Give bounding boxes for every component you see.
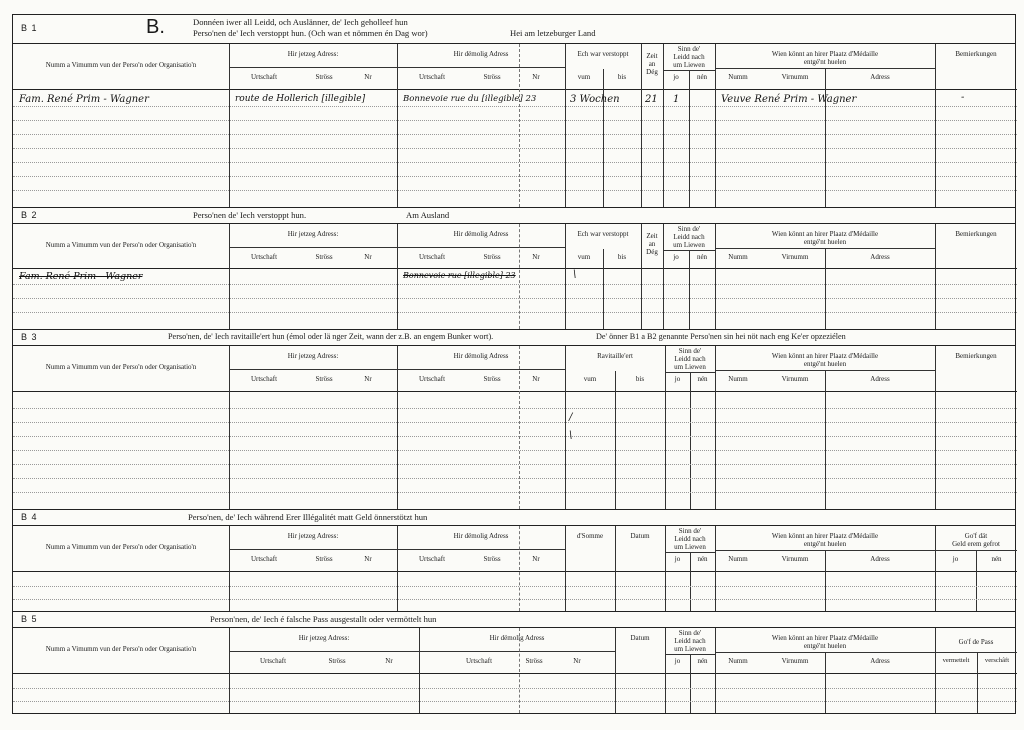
- header-former: Hir dëmolig Adress: [453, 352, 509, 360]
- header-sinn: Leidd nach: [674, 637, 706, 645]
- entry-mark: \: [573, 269, 577, 280]
- header-former: Hir dëmolig Adress: [453, 532, 509, 540]
- header-nr: Nr: [364, 73, 372, 81]
- header-stross: Ströss: [315, 73, 333, 81]
- header-urschaft: Urtschaft: [418, 253, 446, 261]
- header-nen: nén: [697, 657, 708, 665]
- header-medal: entgé'nt huelen: [803, 642, 847, 650]
- header-name: Numm a Vimumm vun der Perso'n oder Organisatio'n: [45, 61, 197, 69]
- header-nr: Nr: [532, 375, 540, 383]
- section-id: B 2: [21, 210, 38, 220]
- header-geld: Geld erem gefrot: [952, 540, 1000, 548]
- entry-period: 3 Wochen: [570, 94, 620, 105]
- section-b2-titlebar: [13, 208, 1015, 224]
- header-name: Numm a Vimumm vun der Perso'n oder Organisatio'n: [45, 543, 197, 551]
- section-b1: [12, 14, 1016, 207]
- header-adress: Adress: [870, 657, 890, 665]
- header-nr: Nr: [532, 73, 540, 81]
- header-stross: Ströss: [315, 253, 333, 261]
- header-sinn: Leidd nach: [674, 355, 706, 363]
- header-sinn: Sinn de': [677, 45, 701, 53]
- section-title: Perso'nen de' Iech verstoppt hun.: [193, 210, 307, 220]
- header-adress: Adress: [870, 253, 890, 261]
- header-medal: Wien könnt an hirer Plaatz d'Médaille: [771, 230, 879, 238]
- header-zeit: Dég: [646, 68, 658, 76]
- header-current: Hir jetzeg Adress:: [287, 50, 339, 58]
- header-verschaft: verschâft: [984, 657, 1010, 664]
- header-vum: vum: [583, 375, 597, 383]
- header-zeit: an: [648, 240, 656, 248]
- header-current: Hir jetzeg Adress:: [287, 230, 339, 238]
- header-name: Numm a Vimumm vun der Perso'n oder Organisatio'n: [45, 363, 197, 371]
- header-name: Numm a Vimumm vun der Perso'n oder Organisatio'n: [45, 645, 197, 653]
- entry-mark: /: [569, 412, 573, 423]
- header-medal: Wien könnt an hirer Plaatz d'Médaille: [771, 634, 879, 642]
- header-nen: nén: [697, 375, 708, 383]
- section-big-letter: B.: [146, 16, 165, 38]
- header-numm: Numm: [728, 73, 748, 81]
- header-current: Hir jetzeg Adress:: [287, 352, 339, 360]
- header-stross: Ströss: [315, 375, 333, 383]
- header-medal: entgé'nt huelen: [803, 238, 847, 246]
- header-stross: Ströss: [483, 375, 501, 383]
- entry-current-address: route de Hollerich [illegible]: [235, 94, 366, 104]
- header-stross: Ströss: [483, 555, 501, 563]
- section-b5: [12, 611, 1016, 714]
- header-numm: Numm: [728, 555, 748, 563]
- header-bis: bis: [617, 253, 627, 261]
- section-b3: [12, 329, 1016, 509]
- header-geld: Go'f dät: [964, 532, 988, 540]
- header-urschaft: Urtschaft: [250, 555, 278, 563]
- header-urschaft: Urtschaft: [465, 657, 493, 665]
- header-stross: Ströss: [525, 657, 543, 665]
- header-remarks: Bemierkungen: [955, 50, 997, 58]
- header-sinn: um Liewen: [673, 241, 705, 249]
- section-b3-titlebar: [13, 330, 1015, 346]
- entry-former-address: Bonnevoie rue [illegible] 23: [403, 271, 516, 280]
- header-virnumm: Virnumm: [781, 73, 809, 81]
- header-urschaft: Urtschaft: [418, 375, 446, 383]
- section-b5-table: [13, 628, 1015, 713]
- section-b5-titlebar: [13, 612, 1015, 628]
- header-former: Hir dëmolig Adress: [489, 634, 545, 642]
- header-former: Hir dëmolig Adress: [453, 50, 509, 58]
- section-id: B 4: [21, 512, 38, 522]
- header-datum: Datum: [630, 532, 650, 540]
- header-numm: Numm: [728, 375, 748, 383]
- header-nen: nén: [696, 73, 708, 81]
- section-subtitle: De' önner B1 a B2 genannte Perso'nen sin hei nöt nach eng Ke'er opzeziélen: [596, 332, 846, 341]
- header-nr: Nr: [364, 555, 372, 563]
- entry-alive: 1: [673, 94, 680, 105]
- header-vum: vum: [577, 73, 591, 81]
- section-title-line-2: Perso'nen de' Iech verstoppt hun. (Och wan et nömmen én Dag wor): [193, 28, 428, 38]
- header-sinn: Leidd nach: [674, 535, 706, 543]
- header-medal: Wien könnt an hirer Plaatz d'Médaille: [771, 352, 879, 360]
- header-zeit: Dég: [646, 248, 658, 256]
- section-id: B 1: [21, 23, 38, 33]
- section-b1-table: [13, 44, 1015, 207]
- entry-name: Fam. René Prim - Wagner: [19, 94, 149, 105]
- entry-former-address: Bonnevoie rue du [illegible] 23: [403, 94, 537, 104]
- header-ravitailleert: Ravitaille'ert: [597, 352, 633, 360]
- header-nen: nén: [991, 555, 1002, 563]
- header-medal: Wien könnt an hirer Plaatz d'Médaille: [771, 532, 879, 540]
- section-id: B 5: [21, 614, 38, 624]
- header-sinn: Sinn de': [678, 527, 702, 535]
- header-current: Hir jetzeg Adress:: [287, 532, 339, 540]
- header-remarks: Bemierkungen: [955, 230, 997, 238]
- header-sinn: um Liewen: [674, 543, 706, 551]
- header-former: Hir dëmolig Adress: [453, 230, 509, 238]
- header-stross: Ströss: [315, 555, 333, 563]
- header-stross: Ströss: [483, 73, 501, 81]
- header-bis: bis: [635, 375, 645, 383]
- header-sinn: Leidd nach: [673, 53, 705, 61]
- header-jo: jo: [674, 375, 681, 383]
- header-urschaft: Urtschaft: [250, 253, 278, 261]
- header-virnumm: Virnumm: [781, 657, 809, 665]
- header-zeit: Zeit: [646, 232, 658, 240]
- header-sinn: Leidd nach: [673, 233, 705, 241]
- header-nr: Nr: [364, 375, 372, 383]
- section-b2-table: [13, 224, 1015, 329]
- header-virnumm: Virnumm: [781, 375, 809, 383]
- entry-medal: Veuve René Prim - Wagner: [721, 94, 857, 105]
- header-medal: entgé'nt huelen: [803, 58, 847, 66]
- section-title-line-1: Donnéen iwer all Leidd, och Auslänner, de' Iech geholleef hun: [193, 17, 408, 27]
- header-jo: jo: [673, 253, 679, 261]
- header-nr: Nr: [364, 253, 372, 261]
- entry-name: Fam. René Prim - Wagner: [19, 271, 143, 282]
- header-numm: Numm: [728, 657, 748, 665]
- header-hid: Ech war verstoppt: [577, 230, 629, 238]
- header-nr: Nr: [573, 657, 581, 665]
- header-jo: jo: [673, 73, 679, 81]
- section-b2: [12, 207, 1016, 329]
- header-hid: Ech war verstoppt: [577, 50, 629, 58]
- section-title: Perso'nen, de' Iech ravitaille'ert hun (émol oder lä nger Zeit, wann der z.B. an engem Bunker wort).: [168, 332, 494, 341]
- section-b1-titlebar: [13, 15, 1015, 44]
- header-name: Numm a Vimumm vun der Perso'n oder Organisatio'n: [45, 241, 197, 249]
- header-jo: jo: [952, 555, 959, 563]
- header-sinn: um Liewen: [673, 61, 705, 69]
- header-remarks: Bemierkungen: [955, 352, 997, 360]
- header-stross: Ströss: [328, 657, 346, 665]
- section-title: Person'nen, de' Iech é falsche Pass ausgestallt oder vermöttelt hun: [210, 614, 437, 624]
- header-stross: Ströss: [483, 253, 501, 261]
- header-jo: jo: [674, 657, 681, 665]
- header-sinn: Sinn de': [678, 347, 702, 355]
- section-b4-table: [13, 526, 1015, 611]
- section-subtitle: Hei am letzeburger Land: [510, 28, 596, 38]
- header-datum: Datum: [630, 634, 650, 642]
- entry-remark: -: [961, 92, 965, 103]
- header-urschaft: Urtschaft: [418, 555, 446, 563]
- entry-mark: \: [569, 430, 573, 441]
- header-sinn: Sinn de': [678, 629, 702, 637]
- header-adress: Adress: [870, 375, 890, 383]
- header-somme: d'Somme: [576, 532, 604, 540]
- header-urschaft: Urtschaft: [418, 73, 446, 81]
- header-zeit: Zeit: [646, 52, 658, 60]
- header-virnumm: Virnumm: [781, 555, 809, 563]
- header-current: Hir jetzeg Adress:: [298, 634, 350, 642]
- header-virnumm: Virnumm: [781, 253, 809, 261]
- header-numm: Numm: [728, 253, 748, 261]
- header-nen: nén: [696, 253, 708, 261]
- header-sinn: um Liewen: [674, 363, 706, 371]
- header-sinn: um Liewen: [674, 645, 706, 653]
- header-bis: bis: [617, 73, 627, 81]
- header-vermettelt: vermettelt: [942, 657, 970, 664]
- header-zeit: an: [648, 60, 656, 68]
- header-urschaft: Urtschaft: [259, 657, 287, 665]
- section-subtitle: Am Ausland: [406, 210, 450, 220]
- header-nen: nén: [697, 555, 708, 563]
- section-b4-titlebar: [13, 510, 1015, 526]
- section-b3-table: [13, 346, 1015, 509]
- header-urschaft: Urtschaft: [250, 375, 278, 383]
- header-nr: Nr: [532, 555, 540, 563]
- header-sinn: Sinn de': [677, 225, 701, 233]
- header-vum: vum: [577, 253, 591, 261]
- header-pass: Go'f de Pass: [958, 638, 994, 646]
- section-title: Perso'nen, de' Iech während Erer Illégalitét matt Geld önnerstötzt hun: [188, 512, 428, 522]
- header-nr: Nr: [532, 253, 540, 261]
- header-medal: entgé'nt huelen: [803, 540, 847, 548]
- section-id: B 3: [21, 332, 38, 342]
- header-medal: entgé'nt huelen: [803, 360, 847, 368]
- header-adress: Adress: [870, 73, 890, 81]
- header-urschaft: Urtschaft: [250, 73, 278, 81]
- header-adress: Adress: [870, 555, 890, 563]
- form-sheet: [12, 14, 1016, 714]
- header-nr: Nr: [385, 657, 393, 665]
- header-jo: jo: [674, 555, 681, 563]
- header-medal: Wien könnt an hirer Plaatz d'Médaille: [771, 50, 879, 58]
- section-b4: [12, 509, 1016, 611]
- entry-days: 21: [645, 94, 658, 105]
